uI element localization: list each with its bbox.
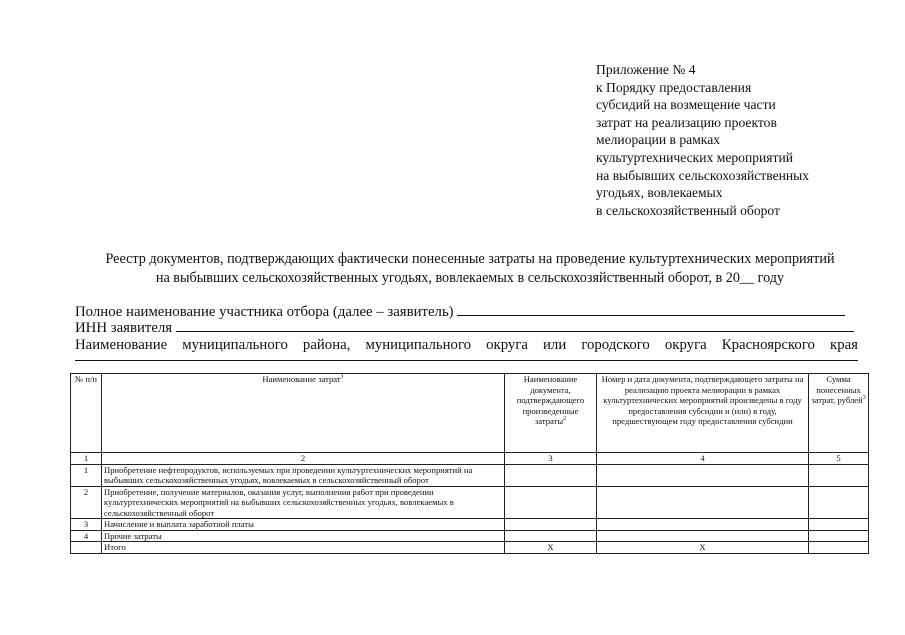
table-header-row	[71, 374, 869, 453]
municipality-word: городского	[581, 337, 650, 353]
row-number: 3	[71, 519, 102, 531]
full-name-blank	[457, 303, 845, 316]
municipality-word: Наименование	[75, 337, 168, 353]
header-cell	[809, 374, 869, 453]
row-expense-name: Приобретение нефтепродуктов, используемых при проведении культуртехнических мероприятий на выбывших сельскохозяйственных угодьях, вовлекаемых в сельскохозяйственный оборот	[102, 464, 505, 486]
row-expense-name: Итого	[102, 542, 505, 554]
annex-line: Приложение № 4	[596, 62, 696, 77]
column-number: 4	[597, 453, 809, 465]
annex-line: к Порядку предоставления	[596, 79, 752, 95]
annex-line: культуртехнических мероприятий	[596, 149, 794, 165]
municipality-word: муниципального	[182, 337, 288, 353]
header-number: № п/п	[75, 374, 97, 384]
row-expense-name: Прочие затраты	[102, 530, 505, 542]
annex-line: мелиорации в рамках	[596, 132, 721, 148]
header-cell	[102, 374, 505, 453]
footnote-mark: 1	[340, 374, 344, 381]
row-number: 4	[71, 530, 102, 542]
inn-field	[75, 319, 854, 337]
row-date	[597, 519, 809, 531]
title-line-2: на выбывших сельскохозяйственных угодьях, вовлекаемых в сельскохозяйственный оборот, в 20__ году	[155, 270, 785, 286]
column-number: 3	[505, 453, 597, 465]
table-row	[71, 464, 869, 486]
municipality-word: муниципального	[365, 337, 472, 353]
annex-line: в сельскохозяйственный оборот	[596, 202, 780, 218]
row-number	[71, 542, 102, 554]
expenses-table	[70, 373, 869, 554]
row-date	[597, 464, 809, 486]
annex-block	[596, 61, 809, 219]
municipality-word: района,	[302, 337, 351, 353]
annex-line: субсидий на возмещение части	[596, 97, 776, 113]
header-document-name: Наименование документа, подтверждающего произведенные затраты	[516, 374, 585, 426]
row-document	[505, 464, 597, 486]
row-sum	[809, 519, 869, 531]
total-row	[71, 542, 869, 554]
municipality-field	[75, 336, 858, 354]
municipality-word: округа	[664, 337, 707, 353]
municipality-word: Красноярского	[721, 337, 815, 353]
column-number-row	[71, 453, 869, 465]
row-document	[505, 530, 597, 542]
annex-line: затрат на реализацию проектов	[596, 114, 777, 130]
row-sum	[809, 542, 869, 554]
row-sum	[809, 530, 869, 542]
header-cell	[505, 374, 597, 453]
municipality-blank	[75, 360, 858, 361]
inn-label: ИНН заявителя	[75, 320, 173, 336]
row-sum	[809, 464, 869, 486]
annex-line: угодьях, вовлекаемых	[596, 185, 723, 201]
column-number: 5	[809, 453, 869, 465]
row-document: Х	[505, 542, 597, 554]
row-document	[505, 486, 597, 519]
row-sum	[809, 486, 869, 519]
header-cell	[71, 374, 102, 453]
footnote-mark: 2	[563, 416, 567, 423]
row-number: 2	[71, 486, 102, 519]
row-date	[597, 486, 809, 519]
row-date	[597, 530, 809, 542]
table-row	[71, 530, 869, 542]
header-expense-name: Наименование затрат	[262, 374, 341, 384]
document-title	[70, 250, 870, 288]
footnote-mark: 3	[862, 395, 866, 402]
header-cell	[597, 374, 809, 453]
table-row	[71, 486, 869, 519]
row-number: 1	[71, 464, 102, 486]
row-expense-name: Начисление и выплата заработной платы	[102, 519, 505, 531]
title-line-1: Реестр документов, подтверждающих фактически понесенные затраты на проведение культуртехнических мероприятий	[105, 251, 835, 267]
full-name-label: Полное наименование участника отбора (далее – заявитель)	[75, 304, 454, 320]
column-number: 1	[71, 453, 102, 465]
annex-line: на выбывших сельскохозяйственных	[596, 167, 810, 183]
row-expense-name: Приобретение, получение материалов, оказания услуг, выполнения работ при проведении культуртехнических мероприятий на выбывших сельскохозяйственных угодьях, вовлекаемых в сельскохозяйственный оборот	[102, 486, 505, 519]
municipality-word: округа	[486, 337, 528, 353]
header-sum: Сумма понесенных затрат, рублей	[811, 374, 863, 405]
municipality-word: или	[543, 337, 567, 353]
municipality-word: края	[830, 337, 858, 353]
row-date: Х	[597, 542, 809, 554]
header-document-date: Номер и дата документа, подтверждающего затраты на реализацию проекта мелиорации в рамках культуртехнических мероприятий произведены в году предоставления субсидии и (или) в году, предшествующем году предоставления субсидии	[601, 374, 804, 426]
column-number: 2	[102, 453, 505, 465]
table-row	[71, 519, 869, 531]
row-document	[505, 519, 597, 531]
inn-blank	[176, 319, 854, 332]
